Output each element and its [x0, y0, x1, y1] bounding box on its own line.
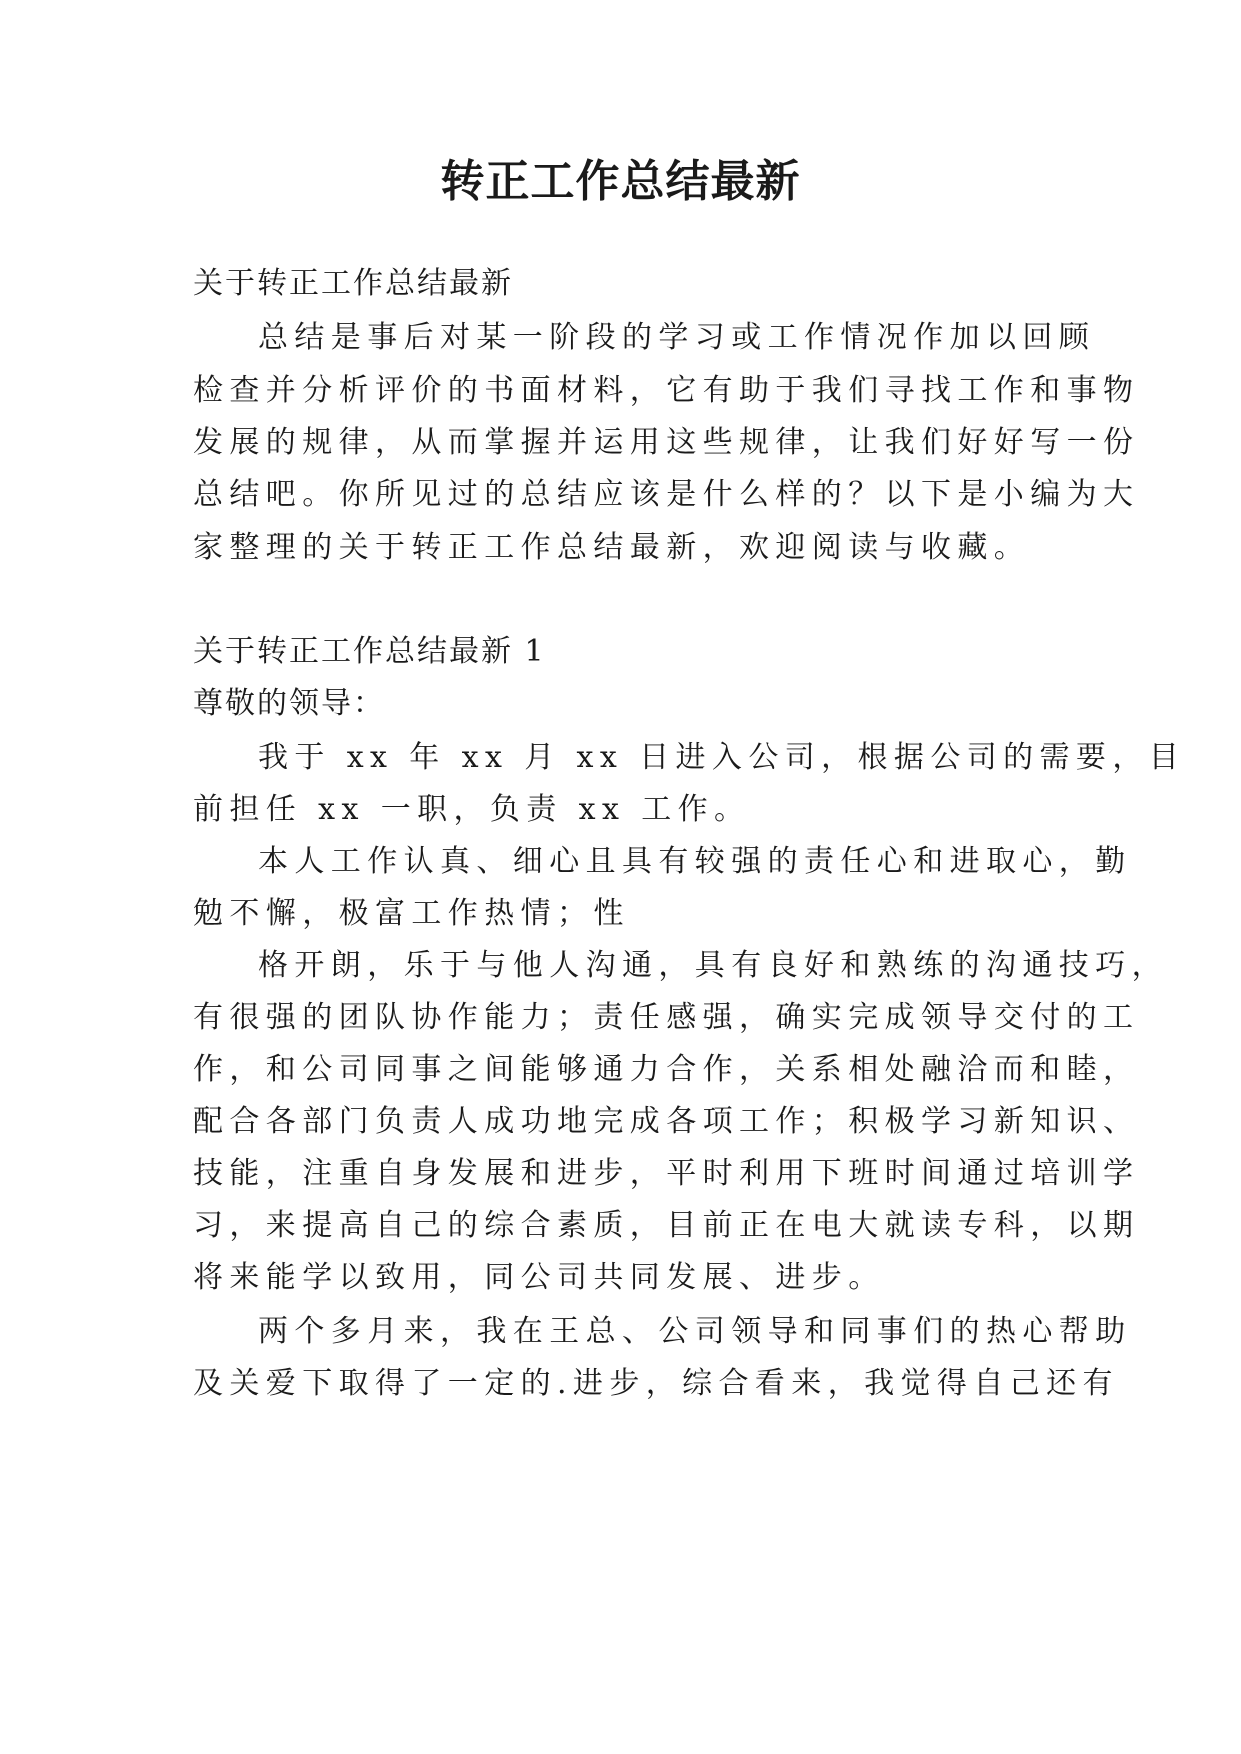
body-line: 本人工作认真、细心且具有较强的责任心和进取心，勤 — [258, 844, 1132, 879]
body-line: 有很强的团队协作能力；责任感强，确实完成领导交付的工 — [193, 1000, 1140, 1035]
body-line: 我于 xx 年 xx 月 xx 日进入公司，根据公司的需要，目 — [258, 740, 1186, 775]
salutation: 尊敬的领导： — [193, 686, 385, 721]
body-line: 前担任 xx 一职，负责 xx 工作。 — [193, 792, 751, 827]
body-line: 作，和公司同事之间能够通力合作，关系相处融洽而和睦， — [193, 1052, 1140, 1087]
body-line: 将来能学以致用，同公司共同发展、进步。 — [193, 1260, 885, 1295]
intro-heading: 关于转正工作总结最新 — [193, 266, 513, 301]
body-line: 技能，注重自身发展和进步，平时利用下班时间通过培训学 — [193, 1156, 1140, 1191]
body-line: 及关爱下取得了一定的.进步，综合看来，我觉得自己还有 — [193, 1366, 1119, 1401]
body-line: 总结吧。你所见过的总结应该是什么样的？以下是小编为大 — [193, 477, 1140, 512]
document-title: 转正工作总结最新 — [440, 156, 801, 207]
body-line: 发展的规律，从而掌握并运用这些规律，让我们好好写一份 — [193, 425, 1140, 460]
body-line: 检查并分析评价的书面材料，它有助于我们寻找工作和事物 — [193, 373, 1140, 408]
body-line: 配合各部门负责人成功地完成各项工作；积极学习新知识、 — [193, 1104, 1140, 1139]
section-heading: 关于转正工作总结最新 1 — [193, 634, 546, 669]
body-line: 总结是事后对某一阶段的学习或工作情况作加以回顾 — [258, 320, 1096, 355]
body-line: 勉不懈，极富工作热情；性 — [193, 896, 630, 931]
body-line: 两个多月来，我在王总、公司领导和同事们的热心帮助 — [258, 1314, 1132, 1349]
body-line: 习，来提高自己的综合素质，目前正在电大就读专科，以期 — [193, 1208, 1140, 1243]
body-line: 格开朗，乐于与他人沟通，具有良好和熟练的沟通技巧， — [258, 948, 1168, 983]
body-line: 家整理的关于转正工作总结最新，欢迎阅读与收藏。 — [193, 530, 1031, 565]
